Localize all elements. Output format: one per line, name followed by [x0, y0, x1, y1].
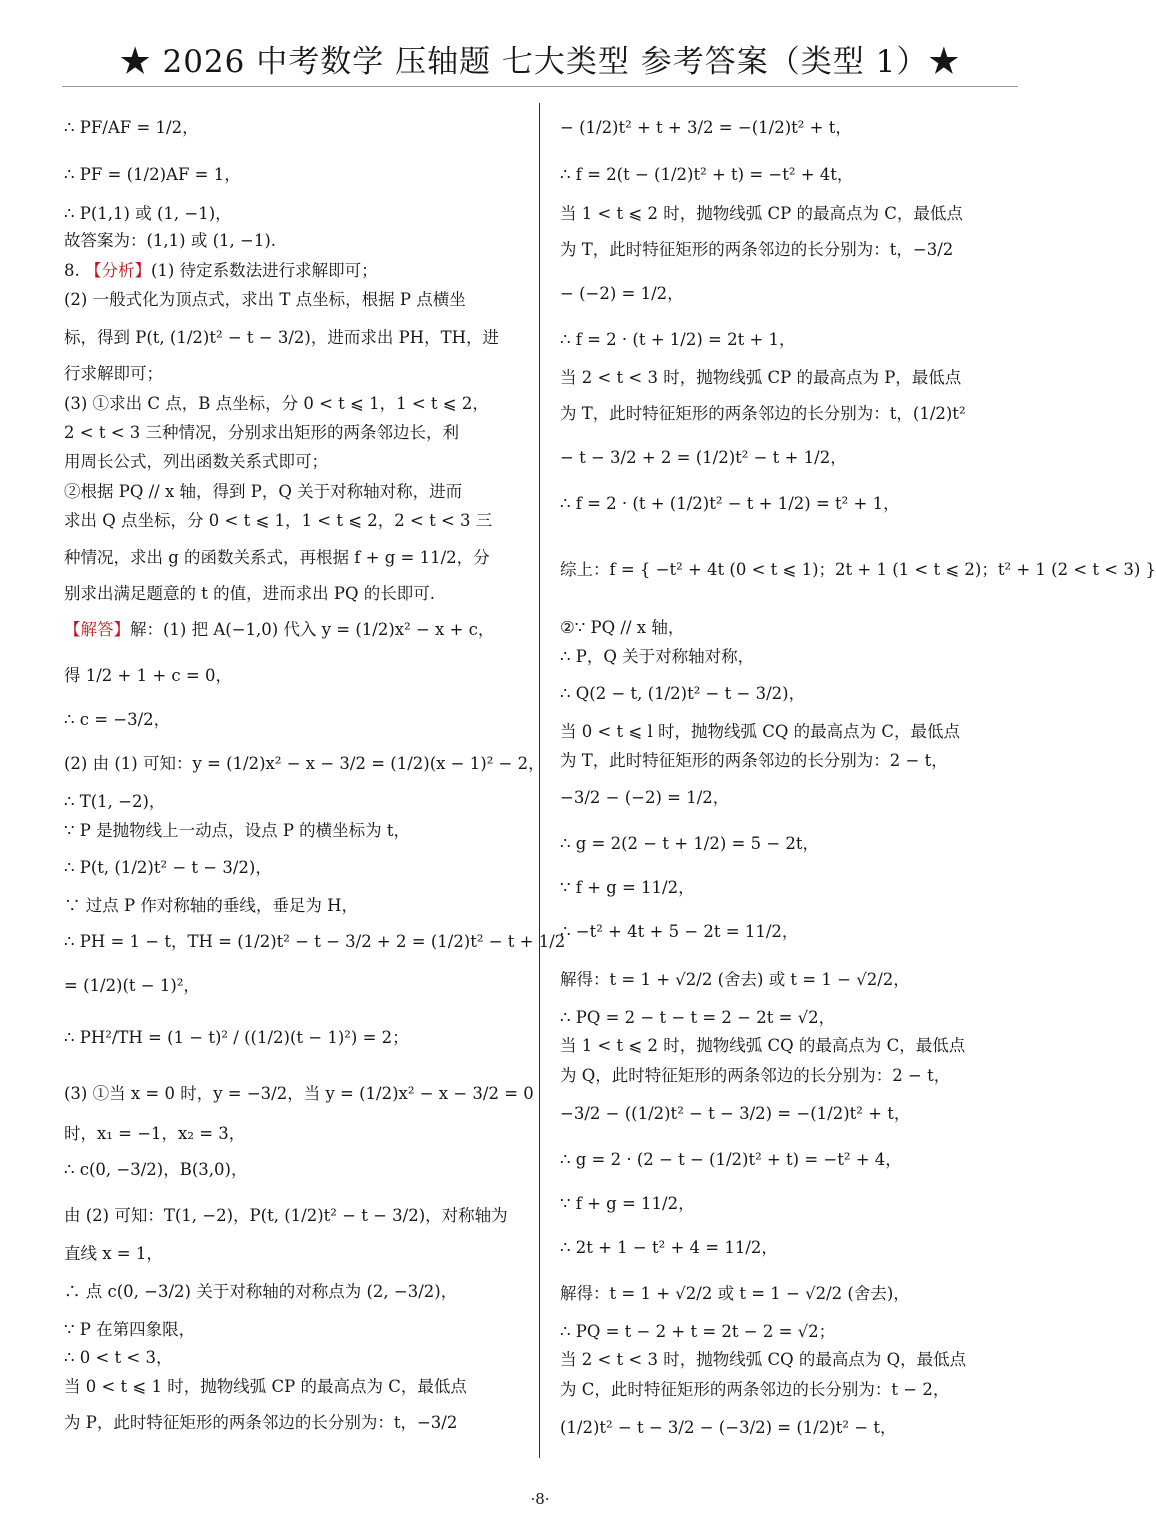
text-line: −3/2 − ((1/2)t² − t − 3/2) = −(1/2)t² + t，: [560, 1104, 911, 1123]
text-line: ∴ PF/AF = 1/2，: [64, 118, 199, 137]
text-line: 为 T，此时特征矩形的两条邻边的长分别为：2 − t，: [560, 751, 948, 770]
text-line: − t − 3/2 + 2 = (1/2)t² − t + 1/2，: [560, 448, 847, 467]
text-line: 为 T，此时特征矩形的两条邻边的长分别为：t，(1/2)t²: [560, 404, 966, 423]
text-line: ∴ f = 2(t − (1/2)t² + t) = −t² + 4t，: [560, 165, 854, 184]
text-line: ∴ PH = 1 − t，TH = (1/2)t² − t − 3/2 + 2 = (1/2)t² − t + 1/2: [64, 932, 566, 951]
text-line: (1/2)t² − t − 3/2 − (−3/2) = (1/2)t² − t，: [560, 1418, 897, 1437]
text-line: ②根据 PQ // x 轴，得到 P，Q 关于对称轴对称，进而: [64, 482, 463, 501]
text-line: 为 Q，此时特征矩形的两条邻边的长分别为：2 − t，: [560, 1066, 951, 1085]
text-line: ∴ c = −3/2，: [64, 710, 171, 729]
piecewise-summary: 综上：f = { −t² + 4t (0 < t ⩽ 1)；2t + 1 (1 < t ⩽ 2)；t² + 1 (2 < t < 3) }: [560, 560, 1156, 579]
text-line: 别求出满足题意的 t 的值，进而求出 PQ 的长即可.: [64, 584, 435, 603]
text-line: 时，x₁ = −1，x₂ = 3，: [64, 1124, 246, 1143]
text-line: 为 P，此时特征矩形的两条邻边的长分别为：t，−3/2: [64, 1413, 458, 1432]
text-line: ∴ Q(2 − t, (1/2)t² − t − 3/2)，: [560, 684, 806, 703]
text-line: ∵ P 在第四象限，: [64, 1320, 196, 1339]
text-line: 解得：t = 1 + √2/2 或 t = 1 − √2/2 (舍去)，: [560, 1284, 910, 1303]
text-line: ∵ P 是抛物线上一动点，设点 P 的横坐标为 t，: [64, 821, 411, 840]
solution-tag: 【解答】: [64, 620, 130, 639]
text-line: 【解答】解：(1) 把 A(−1,0) 代入 y = (1/2)x² − x + c，: [64, 620, 495, 639]
text-line: ∴ 点 c(0, −3/2) 关于对称轴的对称点为 (2, −3/2)，: [64, 1282, 458, 1301]
text-line: 当 0 < t ⩽ 1 时，抛物线弧 CP 的最高点为 C，最低点: [64, 1377, 467, 1396]
text-line: (2) 一般式化为顶点式，求出 T 点坐标，根据 P 点横坐: [64, 290, 466, 309]
text-line: (2) 由 (1) 可知：y = (1/2)x² − x − 3/2 = (1/2)(x − 1)² − 2，: [64, 754, 545, 773]
text-line: 由 (2) 可知：T(1, −2)，P(t, (1/2)t² − t − 3/2)，对称轴为: [64, 1206, 508, 1225]
text-line: − (1/2)t² + t + 3/2 = −(1/2)t² + t，: [560, 118, 852, 137]
text-line: 当 2 < t < 3 时，抛物线弧 CP 的最高点为 P，最低点: [560, 368, 962, 387]
text-line: 当 2 < t < 3 时，抛物线弧 CQ 的最高点为 Q，最低点: [560, 1350, 967, 1369]
page-title: ★ 2026 中考数学 压轴题 七大类型 参考答案（类型 1）★: [119, 44, 961, 80]
text-line: ∴ P(1,1) 或 (1, −1)，: [64, 204, 232, 223]
text-line: ∴ −t² + 4t + 5 − 2t = 11/2，: [560, 922, 799, 941]
column-divider: [539, 103, 540, 1458]
text-line: ∴ PF = (1/2)AF = 1，: [64, 165, 241, 184]
text-line: 当 1 < t ⩽ 2 时，抛物线弧 CQ 的最高点为 C，最低点: [560, 1036, 966, 1055]
text-line: 种情况，求出 g 的函数关系式，再根据 f + g = 11/2，分: [64, 548, 490, 567]
title-rule: [62, 86, 1018, 87]
text-line: ∴ g = 2(2 − t + 1/2) = 5 − 2t，: [560, 834, 820, 853]
text-line: ∴ PQ = 2 − t − t = 2 − 2t = √2，: [560, 1008, 836, 1027]
text-line: = (1/2)(t − 1)²，: [64, 976, 200, 995]
text-line: ∴ T(1, −2)，: [64, 792, 166, 811]
text-line: 直线 x = 1，: [64, 1244, 163, 1263]
text-line: 为 C，此时特征矩形的两条邻边的长分别为：t − 2，: [560, 1380, 950, 1399]
analysis-tag: 【分析】: [85, 261, 151, 280]
text-line: 当 1 < t ⩽ 2 时，抛物线弧 CP 的最高点为 C，最低点: [560, 204, 963, 223]
text-line: ∴ PH²/TH = (1 − t)² / ((1/2)(t − 1)²) = 2；: [64, 1028, 409, 1047]
text-line: ∴ f = 2 · (t + (1/2)t² − t + 1/2) = t² + 1，: [560, 494, 900, 513]
text-line: 2 < t < 3 三种情况，分别求出矩形的两条邻边长，利: [64, 423, 460, 442]
text-line: 当 0 < t ⩽ l 时，抛物线弧 CQ 的最高点为 C，最低点: [560, 722, 961, 741]
text-line: ∴ f = 2 · (t + 1/2) = 2t + 1，: [560, 330, 796, 349]
text-line: 解得：t = 1 + √2/2 (舍去) 或 t = 1 − √2/2，: [560, 970, 910, 989]
text-line: (3) ①求出 C 点，B 点坐标，分 0 < t ⩽ 1，1 < t ⩽ 2，: [64, 394, 489, 413]
text-line: 8. 【分析】(1) 待定系数法进行求解即可；: [64, 261, 378, 280]
text-line: − (−2) = 1/2，: [560, 284, 684, 303]
text-line: ∴ 2t + 1 − t² + 4 = 11/2，: [560, 1238, 778, 1257]
text-line: 标，得到 P(t, (1/2)t² − t − 3/2)，进而求出 PH，TH，进: [64, 328, 499, 347]
text-line: ∵ f + g = 11/2，: [560, 1194, 695, 1213]
page-number: ·8·: [530, 1490, 550, 1508]
text-line: ∵ 过点 P 作对称轴的垂线，垂足为 H，: [64, 896, 358, 915]
text-line: 用周长公式，列出函数关系式即可；: [64, 452, 328, 471]
text-line: ∴ PQ = t − 2 + t = 2t − 2 = √2；: [560, 1322, 836, 1341]
text-line: ∴ 0 < t < 3，: [64, 1348, 173, 1367]
text-line: ∴ P，Q 关于对称轴对称，: [560, 647, 755, 666]
text-line: −3/2 − (−2) = 1/2，: [560, 788, 730, 807]
text-line: ∴ c(0, −3/2)，B(3,0)，: [64, 1160, 248, 1179]
text-line: 得 1/2 + 1 + c = 0，: [64, 666, 232, 685]
text-line: 行求解即可；: [64, 364, 163, 383]
text-line: 求出 Q 点坐标，分 0 < t ⩽ 1，1 < t ⩽ 2，2 < t < 3 三: [64, 511, 493, 530]
text-line: ∵ f + g = 11/2，: [560, 878, 695, 897]
text-line: ②∵ PQ // x 轴，: [560, 618, 685, 637]
text-line: 故答案为：(1,1) 或 (1, −1).: [64, 231, 277, 250]
text-line: (3) ①当 x = 0 时，y = −3/2，当 y = (1/2)x² − x − 3/2 = 0: [64, 1084, 534, 1103]
text-line: 为 T，此时特征矩形的两条邻边的长分别为：t，−3/2: [560, 240, 954, 259]
text-line: ∴ g = 2 · (2 − t − (1/2)t² + t) = −t² + 4，: [560, 1150, 902, 1169]
text-line: ∴ P(t, (1/2)t² − t − 3/2)，: [64, 858, 272, 877]
